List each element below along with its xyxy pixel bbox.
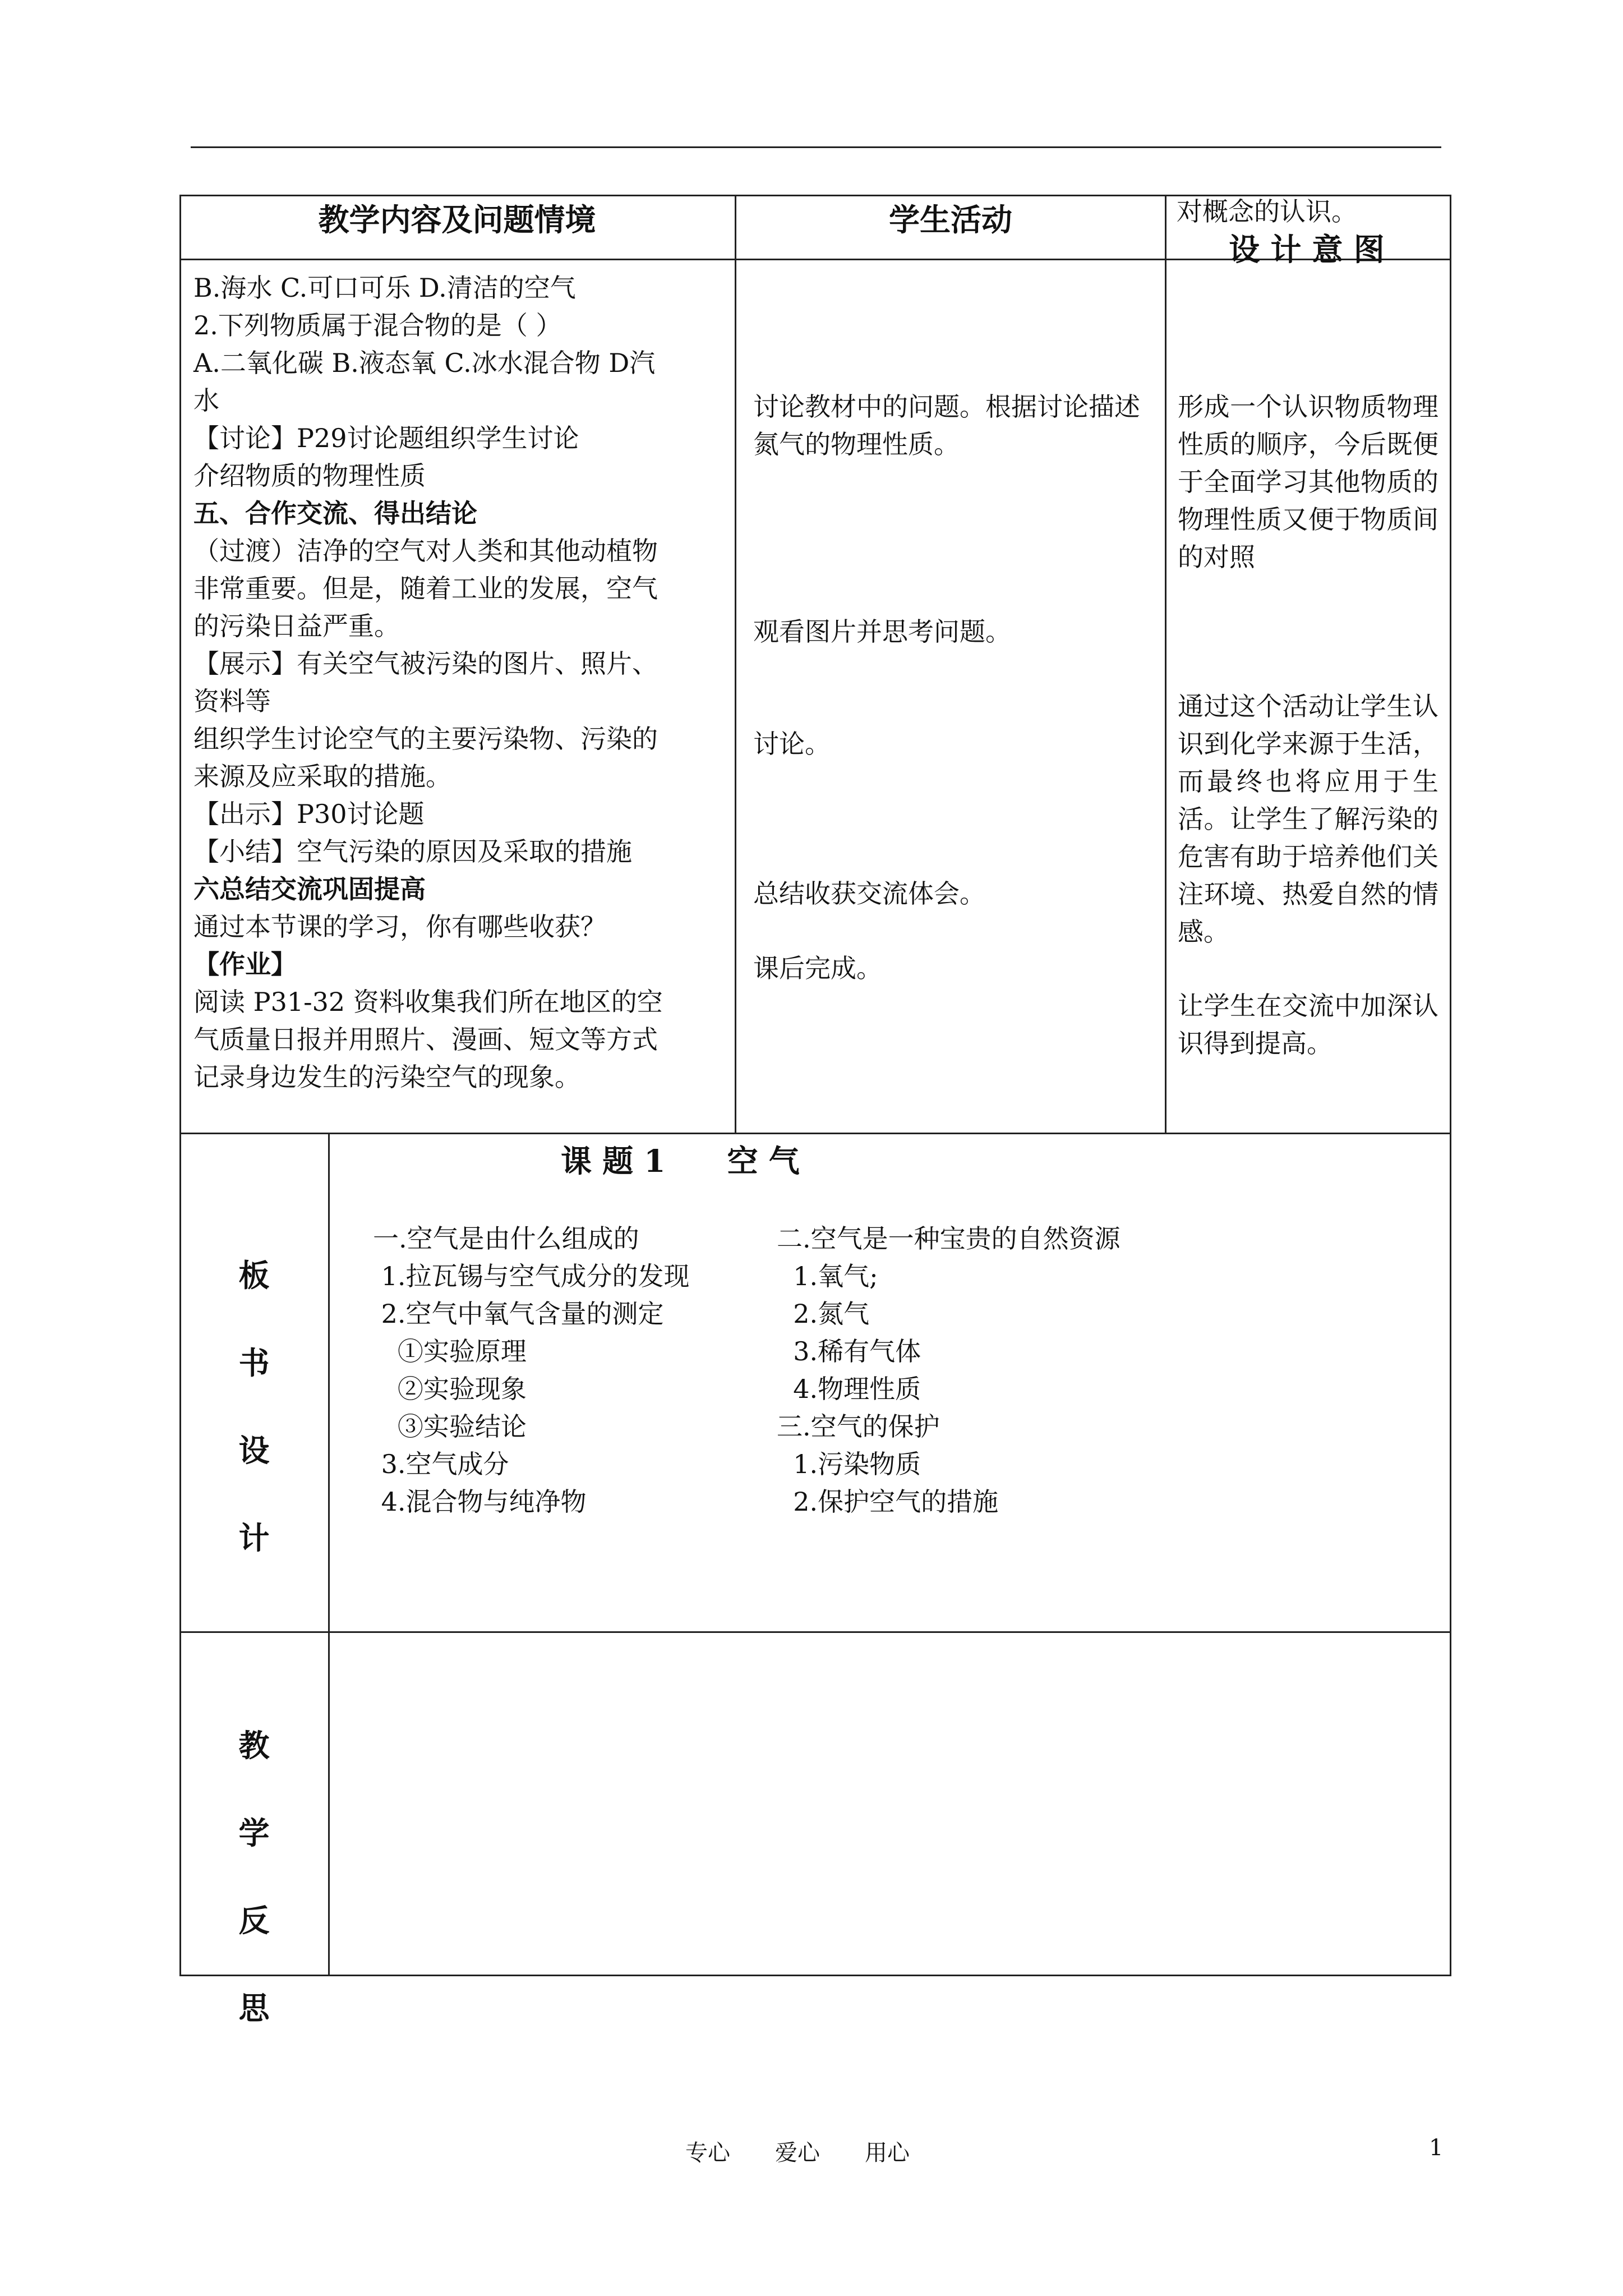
board-outline-line: 一.空气是由什么组成的 xyxy=(373,1223,639,1254)
header-teaching-content: 教学内容及问题情境 xyxy=(318,201,596,238)
page-number: 1 xyxy=(1429,2135,1444,2161)
teaching-content-line: 【展示】有关空气被污染的图片、照片、 xyxy=(193,648,658,679)
board-outline-line: 3.稀有气体 xyxy=(777,1336,921,1366)
footer-motto: 专心 爱心 用心 xyxy=(685,2140,910,2166)
reflection-label-4: 思 xyxy=(238,1990,270,2026)
design-intent-3: 让学生在交流中加深认识得到提高。 xyxy=(1178,991,1438,1059)
teaching-content-column xyxy=(193,269,726,1096)
header-design-intent: 设 计 意 图 xyxy=(1229,231,1385,268)
reflection-label-3: 反 xyxy=(238,1902,270,1939)
board-section-border xyxy=(179,1631,1451,1633)
board-outline-line: 1.氧气; xyxy=(777,1261,878,1291)
teaching-content-line: 气质量日报并用照片、漫画、短文等方式 xyxy=(193,1024,658,1055)
header-row-border-left xyxy=(179,259,1165,260)
board-outline-line: ①实验原理 xyxy=(373,1336,527,1366)
teaching-content-line: 介绍物质的物理性质 xyxy=(193,461,426,491)
board-label-1: 板 xyxy=(238,1257,270,1294)
board-label-4: 计 xyxy=(238,1520,270,1556)
teaching-content-line: 【作业】 xyxy=(193,949,297,979)
board-left-outline xyxy=(373,1220,777,1521)
header-rule xyxy=(191,146,1441,148)
teaching-content-line: 五、合作交流、得出结论 xyxy=(193,498,477,528)
upper-section-border xyxy=(179,1133,1451,1134)
board-outline-line: 4.混合物与纯净物 xyxy=(373,1487,587,1517)
teaching-content-line: 资料等 xyxy=(193,686,271,716)
activity-summary: 总结收获交流体会。 xyxy=(753,878,985,909)
board-outline-line: ③实验结论 xyxy=(373,1411,527,1442)
teaching-content-line: 【出示】P30讨论题 xyxy=(193,799,425,829)
design-intent-2: 通过这个活动让学生认识到化学来源于生活，而最终也将应用于生活。让学生了解污染的危害有助于培养他们关注环境、热爱自然的情感。 xyxy=(1178,691,1438,947)
teaching-content-line: 组织学生讨论空气的主要污染物、污染的 xyxy=(193,724,658,754)
board-outline-line: 2.空气中氧气含量的测定 xyxy=(373,1299,664,1329)
teaching-content-line: 【小结】空气污染的原因及采取的措施 xyxy=(193,836,632,867)
board-outline-line: 二.空气是一种宝贵的自然资源 xyxy=(777,1223,1121,1254)
design-intent-1: 形成一个认识物质物理性质的顺序，今后既便于全面学习其他物质的物理性质又便于物质间的对照 xyxy=(1178,392,1438,572)
activity-discuss: 讨论教材中的问题。根据讨论描述氮气的物理性质。 xyxy=(753,392,1140,459)
board-outline-line: 3.空气成分 xyxy=(373,1449,509,1479)
teaching-content-line: 水 xyxy=(193,385,219,416)
header-student-activity: 学生活动 xyxy=(888,201,1012,238)
board-outline-line: 2.氮气 xyxy=(777,1299,870,1329)
teaching-content-line: 阅读 P31-32 资料收集我们所在地区的空 xyxy=(193,987,663,1017)
board-outline-line: ②实验现象 xyxy=(373,1374,527,1404)
board-outline-line: 2.保护空气的措施 xyxy=(777,1487,999,1517)
teaching-content-line: 记录身边发生的污染空气的现象。 xyxy=(193,1062,580,1092)
label-col-divider xyxy=(328,1133,330,1976)
reflection-label-1: 教 xyxy=(238,1727,270,1764)
board-label-2: 书 xyxy=(238,1345,270,1381)
board-title: 课 题 1 空 气 xyxy=(561,1143,800,1179)
teaching-content-line: 的污染日益严重。 xyxy=(193,611,400,641)
board-right-outline xyxy=(777,1220,1225,1521)
board-outline-line: 1.拉瓦锡与空气成分的发现 xyxy=(373,1261,690,1291)
board-label-3: 设 xyxy=(238,1432,270,1469)
teaching-content-line: 2.下列物质属于混合物的是（ ） xyxy=(193,310,562,341)
reflection-label-2: 学 xyxy=(238,1815,270,1851)
board-outline-line: 三.空气的保护 xyxy=(777,1411,940,1442)
teaching-content-line: 来源及应采取的措施。 xyxy=(193,761,451,792)
activity-talk: 讨论。 xyxy=(753,729,831,759)
activity-homework: 课后完成。 xyxy=(753,953,882,983)
teaching-content-line: 【讨论】P29讨论题组织学生讨论 xyxy=(193,423,579,453)
activity-observe: 观看图片并思考问题。 xyxy=(753,616,1011,647)
board-outline-line: 1.污染物质 xyxy=(777,1449,921,1479)
teaching-content-line: 六总结交流巩固提高 xyxy=(193,874,426,904)
teaching-content-line: 通过本节课的学习，你有哪些收获？ xyxy=(193,912,606,942)
teaching-content-line: 非常重要。但是，随着工业的发展，空气 xyxy=(193,573,658,604)
col-divider-2 xyxy=(1165,195,1166,1133)
col-divider-1 xyxy=(735,195,736,1133)
teaching-content-line: A.二氧化碳 B.液态氧 C.冰水混合物 D汽 xyxy=(193,348,656,378)
header-col3-top-text: 对概念的认识。 xyxy=(1177,196,1357,227)
board-outline-line: 4.物理性质 xyxy=(777,1374,921,1404)
teaching-content-line: （过渡）洁净的空气对人类和其他动植物 xyxy=(193,536,658,566)
teaching-content-line: B.海水 C.可口可乐 D.清洁的空气 xyxy=(193,273,576,303)
